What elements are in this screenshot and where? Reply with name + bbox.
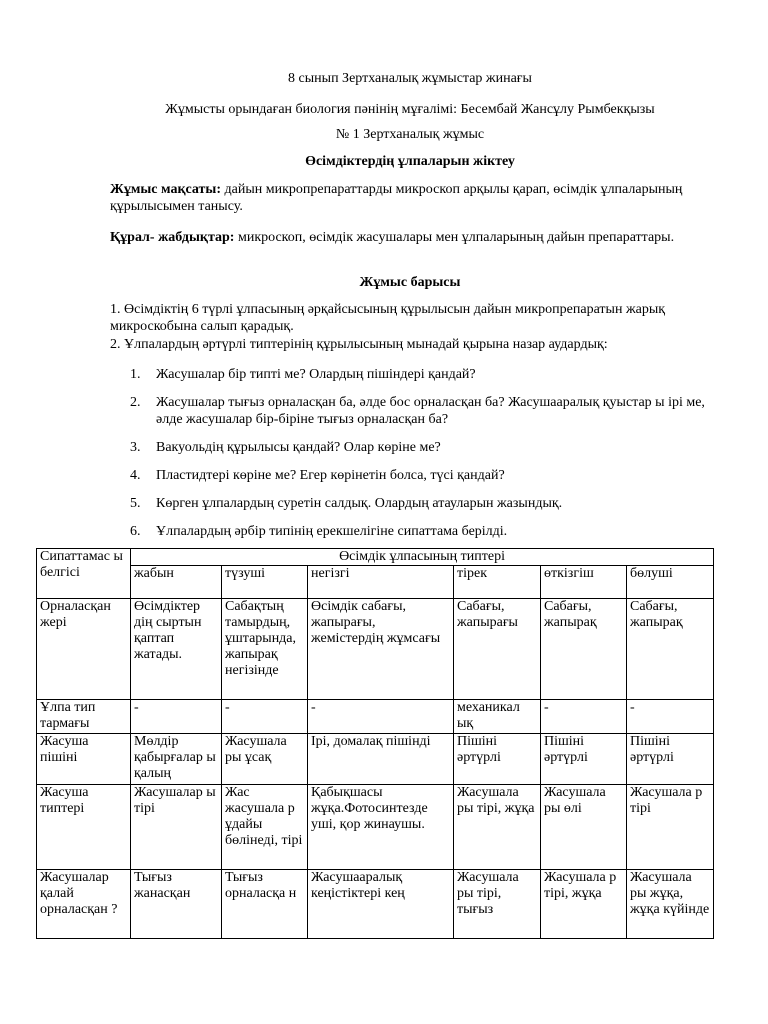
table-row <box>37 700 714 734</box>
equipment-text: микроскоп, өсімдік жасушалары мен ұлпаларының дайын препараттары. <box>234 230 675 245</box>
table-row <box>37 870 714 939</box>
row-label: Орналасқан жері <box>37 599 131 700</box>
table-cell: Ірі, домалақ пішінді <box>308 734 454 785</box>
table-cell: Өсімдік сабағы, жапырағы, жемістердің жұмсағы <box>308 599 454 700</box>
goal-paragraph <box>110 181 710 215</box>
table-cell: - <box>627 700 714 734</box>
tissue-table <box>36 548 714 939</box>
table-cell: Жасушала р тірі <box>627 785 714 870</box>
table-cell: Қабықшасы жұқа.Фотосинтезде уші, қор жинаушы. <box>308 785 454 870</box>
row-label: Жасуша типтері <box>37 785 131 870</box>
table-cell: Жасушалар ы тірі <box>131 785 222 870</box>
work-title: Өсімдіктердің ұлпаларын жіктеу <box>305 154 515 169</box>
row-label: Жасуша пішіні <box>37 734 131 785</box>
collection-title: 8 сынып Зертханалық жұмыстар жинағы <box>288 71 532 86</box>
progress-step-2: 2. Ұлпалардың әртүрлі типтерінің құрылысының мынадай қырына назар аудардық: <box>110 337 608 352</box>
goal-label: Жұмыс мақсаты: <box>110 182 222 197</box>
table-cell: Жасушала ры ұсақ <box>222 734 308 785</box>
table-cell: Пішіні әртүрлі <box>627 734 714 785</box>
table-cell: - <box>308 700 454 734</box>
progress-heading: Жұмыс барысы <box>359 275 461 290</box>
group-header: Өсімдік ұлпасының типтері <box>131 549 714 566</box>
table-cell: Пішіні әртүрлі <box>541 734 627 785</box>
work-number: № 1 Зертханалық жұмыс <box>335 127 485 142</box>
column-header: өткізгіш <box>541 566 627 599</box>
table-cell: Сабағы, жапырақ <box>627 599 714 700</box>
goal-text: дайын микропрепараттарды микроскоп арқылы қарап, өсімдік ұлпаларының құрылысымен танысу. <box>110 182 683 214</box>
table-cell: Тығыз орналасқа н <box>222 870 308 939</box>
table-row <box>37 599 714 700</box>
table-cell: Сабағы, жапырақ <box>541 599 627 700</box>
table-cell: Жасушала ры тірі, тығыз <box>454 870 541 939</box>
table-cell: - <box>541 700 627 734</box>
table-cell: Жасушала ры жұқа, жұқа күйінде <box>627 870 714 939</box>
table-cell: Жасушала ры тірі, жұқа <box>454 785 541 870</box>
table-cell: Өсімдіктер дің сыртын қаптап жатады. <box>131 599 222 700</box>
document-page: 8 сынып Зертханалық жұмыстар жинағы Жұмысты орындаған биология пәнінің мұғалімі: Бесембай Жансұлу Рымбекқызы № 1 Зертханалық жұмыс Өсімдіктердің ұлпаларын жіктеу Жұмыс мақсаты: дайын микропрепараттарды микроскоп арқылы қарап, өсімдік ұлпаларының құрылысымен танысу. Құрал- жабдықтар: микроскоп, өсімдік жасушалары мен ұлпаларының дайын препараттары. Жұмыс барысы 1. Өсімдіктің 6 түрлі ұлпасының әрқайсысының құрылысын дайын микропрепаратын жарық микроскобына салып қарадық. 2. Ұлпалардың әртүрлі типтерінің құрылысының мынадай қырына назар аудардық: 1. Жасушалар бір типті ме? Олардың пішіндері қандай? 2. Жасушалар тығыз орналасқан ба, әлде бос орналасқан ба? Жасушааралық қуыстар ы ірі ме, әлде жасушалар бір-біріне тығыз орналасқан ба? 3. Вакуольдің құрылысы қандай? Олар көріне ме? 4. Пластидтері көріне ме? Егер көрінетін болса, түсі қандай? 5. Көрген ұлпалардың суретін салдық. Олардың атауларын жазындық. 6. Ұлпалардың әрбір типінің ерекшелігіне сипаттама берілді. Сипаттамас ы белгісі Өсімдік ұлпасының типтері жабын түзуші негізгі тірек өткізгіш бөлуші Орналасқан жері Өсімдіктер дің сыртын қаптап жатады. Сабақтың тамырдың, ұштарында, жапырақ негізінде Өсімдік сабағы, жапырағы, жемістердің жұмсағы Сабағы, жапырағы Сабағы, жапырақ Сабағы, жапырақ Ұлпа тип тармағы - - - механикал ық - - Жасуша пішіні Мөлдір қабырғалар ы қалың Жасушала ры ұсақ Ірі, домалақ пішінді Пішіні әртүрлі Пішіні әртүрлі Пішіні әртүрлі Жасуша типтері Жасушалар ы тірі Жас жасушала р ұдайы бөлінеді, тірі Қабықшасы жұқа.Фотосинтезде уші, қор жинаушы. Жасушала ры тірі, жұқа Жасушала ры өлі Жасушала р тірі Жасушалар қалай орналасқан ? Тығыз жанасқан Тығыз орналасқа н Жасушааралық кеңістіктері кең Жасушала ры тірі, тығыз Жасушала р тірі, жұқа Жасушала ры жұқа, жұқа күйінде <box>0 0 768 1024</box>
table-cell: Жасушала р тірі, жұқа <box>541 870 627 939</box>
table-cell: - <box>222 700 308 734</box>
table-cell: Пішіні әртүрлі <box>454 734 541 785</box>
column-header: негізгі <box>308 566 454 599</box>
row-label: Жасушалар қалай орналасқан ? <box>37 870 131 939</box>
table-cell: Тығыз жанасқан <box>131 870 222 939</box>
table-cell: Сабағы, жапырағы <box>454 599 541 700</box>
equipment-paragraph <box>110 229 710 246</box>
table-cell: Сабақтың тамырдың, ұштарында, жапырақ негізінде <box>222 599 308 700</box>
table-cell: механикал ық <box>454 700 541 734</box>
corner-header: Сипаттамас ы белгісі <box>37 549 131 599</box>
table-row <box>37 734 714 785</box>
author-line: Жұмысты орындаған биология пәнінің мұғалімі: Бесембай Жансұлу Рымбекқызы <box>165 102 655 117</box>
table-cell: Мөлдір қабырғалар ы қалың <box>131 734 222 785</box>
row-label: Ұлпа тип тармағы <box>37 700 131 734</box>
column-header: түзуші <box>222 566 308 599</box>
column-header: тірек <box>454 566 541 599</box>
table-cell: - <box>131 700 222 734</box>
table-cell: Жасушааралық кеңістіктері кең <box>308 870 454 939</box>
table-cell: Жасушала ры өлі <box>541 785 627 870</box>
equipment-label: Құрал- жабдықтар: <box>110 230 235 245</box>
table-cell: Жас жасушала р ұдайы бөлінеді, тірі <box>222 785 308 870</box>
progress-step-1: 1. Өсімдіктің 6 түрлі ұлпасының әрқайсысының құрылысын дайын микропрепаратын жарық микроскобына салып қарадық. <box>110 302 666 334</box>
column-header: жабын <box>131 566 222 599</box>
table-row <box>37 785 714 870</box>
column-header: бөлуші <box>627 566 714 599</box>
